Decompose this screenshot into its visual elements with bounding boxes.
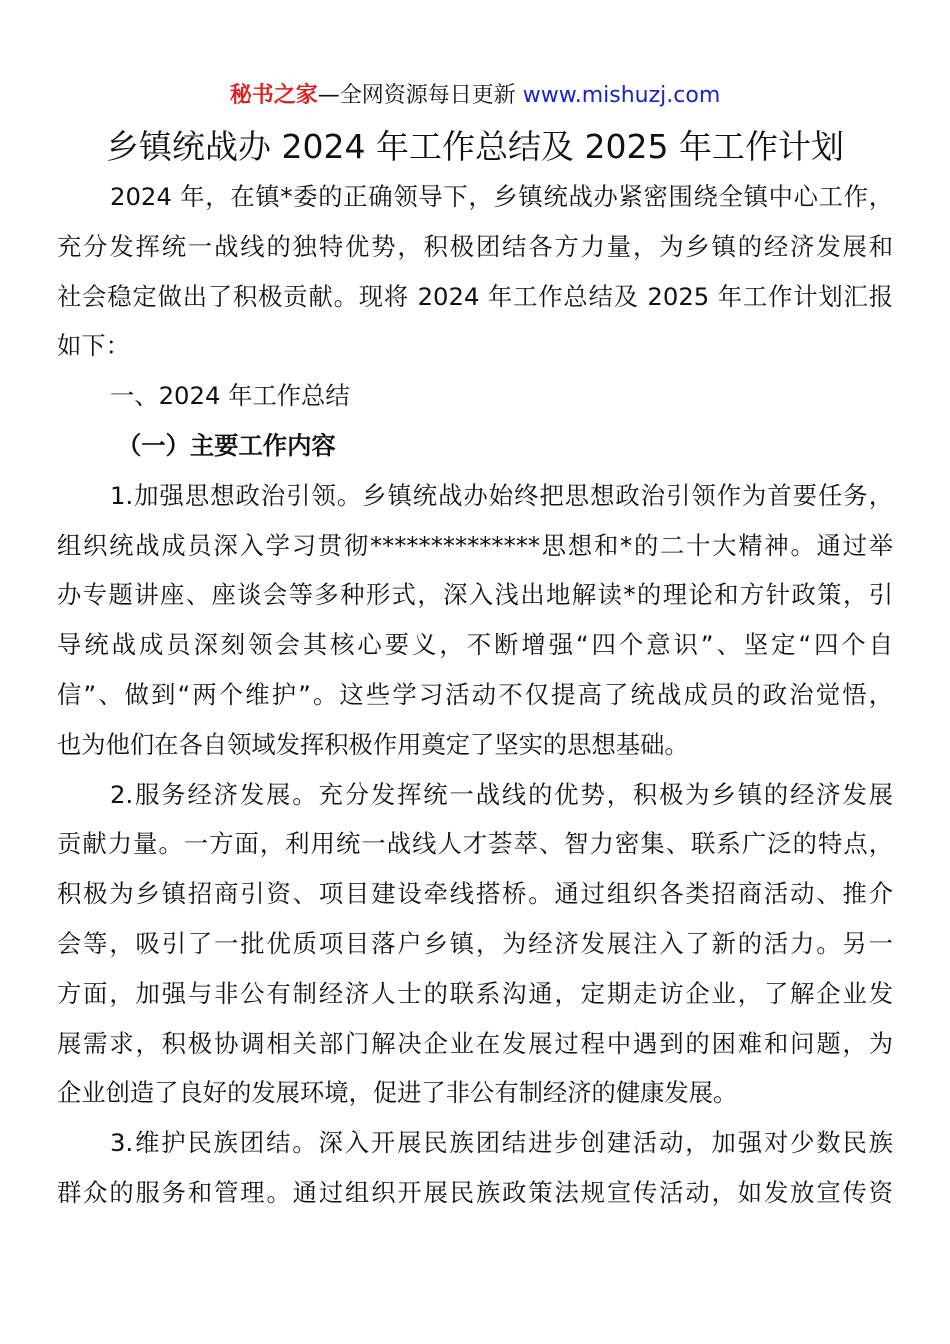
paragraph-line: 方面，加强与非公有制经济人士的联系沟通，定期走访企业，了解企业发 <box>57 978 893 1008</box>
subsection-heading: （一）主要工作内容 <box>117 430 336 460</box>
paragraph-line: 2.服务经济发展。充分发挥统一战线的优势，积极为乡镇的经济发展 <box>110 779 893 809</box>
paragraph-line: 信”、做到“两个维护”。这些学习活动不仅提高了统战成员的政治觉悟， <box>57 679 893 709</box>
paragraph-line: 2024 年，在镇*委的正确领导下，乡镇统战办紧密围绕全镇中心工作， <box>110 182 893 211</box>
paragraph-line: 充分发挥统一战线的独特优势，积极团结各方力量，为乡镇的经济发展和 <box>57 231 893 261</box>
paragraph-line: 会等，吸引了一批优质项目落户乡镇，为经济发展注入了新的活力。另一 <box>57 928 893 958</box>
site-header <box>0 80 950 112</box>
paragraph-line: 积极为乡镇招商引资、项目建设牵线搭桥。通过组织各类招商活动、推介 <box>57 879 893 909</box>
document-title: 乡镇统战办 2024 年工作总结及 2025 年工作计划 <box>106 127 844 166</box>
site-url-link[interactable]: www.mishuzj.com <box>522 83 721 108</box>
paragraph-line: 办专题讲座、座谈会等多种形式，深入浅出地解读*的理论和方针政策，引 <box>57 580 893 610</box>
brand-name: 秘书之家 <box>229 83 318 108</box>
document-body <box>57 172 893 1218</box>
paragraph-line: 3.维护民族团结。深入开展民族团结进步创建活动，加强对少数民族 <box>110 1128 893 1158</box>
paragraph-line: 组织统战成员深入学习贯彻**************思想和*的二十大精神。通过举 <box>57 530 893 560</box>
paragraph-line: 展需求，积极协调相关部门解决企业在发展过程中遇到的困难和问题，为 <box>57 1028 893 1058</box>
paragraph-line: 导统战成员深刻领会其核心要义，不断增强“四个意识”、坚定“四个自 <box>57 630 893 660</box>
section-heading: 一、2024 年工作总结 <box>110 381 350 411</box>
paragraph-line: 如下： <box>57 331 130 361</box>
paragraph-line: 1.加强思想政治引领。乡镇统战办始终把思想政治引领作为首要任务， <box>110 480 893 510</box>
paragraph-line: 贡献力量。一方面，利用统一战线人才荟萃、智力密集、联系广泛的特点， <box>57 829 893 859</box>
paragraph-line: 企业创造了良好的发展环境，促进了非公有制经济的健康发展。 <box>57 1078 738 1108</box>
brand-tagline: —全网资源每日更新 <box>317 83 516 108</box>
paragraph-line: 也为他们在各自领域发挥积极作用奠定了坚实的思想基础。 <box>57 729 689 759</box>
paragraph-line: 群众的服务和管理。通过组织开展民族政策法规宣传活动，如发放宣传资 <box>57 1177 893 1207</box>
paragraph-line: 社会稳定做出了积极贡献。现将 2024 年工作总结及 2025 年工作计划汇报 <box>57 281 893 311</box>
